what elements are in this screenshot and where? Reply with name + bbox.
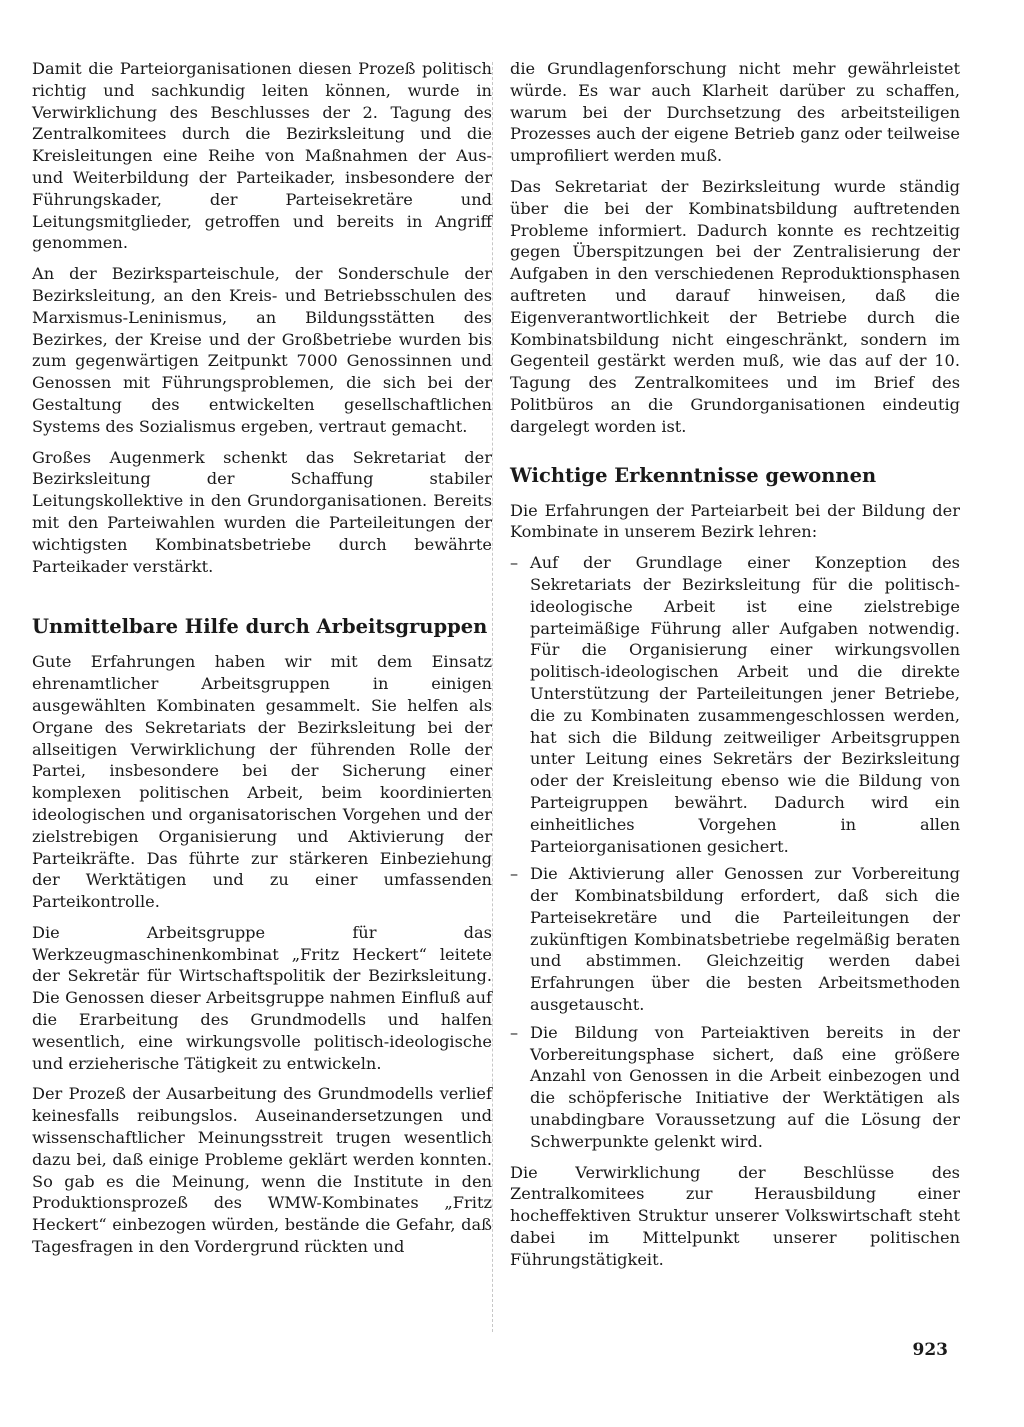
dash-marker: – [510, 864, 519, 884]
paragraph: Die Verwirklichung der Beschlüsse des Zentralkomitees zur Herausbildung einer hocheffektiven Struktur unserer Volkswirtschaft steht dabei im Mittelpunkt unserer politischen Führungstätigkeit. [510, 1162, 960, 1269]
list-item [510, 1022, 960, 1153]
column-divider [492, 62, 493, 1332]
list-item-text: Die Bildung von Parteiaktiven bereits in der Vorbereitungsphase sichert, daß eine größere Anzahl von Genossen in die Arbeit einbezogen und die schöpferische Initiative der Werktätigen als unabdingbare Voraussetzung auf die Lösung der Schwerpunkte gelenkt wird. [530, 1022, 960, 1151]
list-item [510, 552, 960, 857]
paragraph: An der Bezirksparteischule, der Sonderschule der Bezirksleitung, an den Kreis- und Betriebsschulen des Marxismus-Leninismus, an Bildungsstätten des Bezirkes, der Kreise und der Großbetriebe wurden bis zum gegenwärtigen Zeitpunkt 7000 Genossinnen und Genossen mit Führungsproblemen, die sich bei der Gestaltung des entwickelten gesellschaftlichen Systems des Sozialismus ergeben, vertraut gemacht. [32, 264, 492, 436]
dash-marker: – [510, 553, 519, 573]
paragraph: Damit die Parteiorganisationen diesen Prozeß politisch richtig und sachkundig leiten können, wurde in Verwirklichung des Beschlusses der 2. Tagung des Zentralkomitees durch die Bezirksleitung und die Kreisleitungen eine Reihe von Maßnahmen der Aus- und Weiterbildung der Parteikader, insbesondere der Führungskader, der Parteisekretäre und Leitungsmitglieder, getroffen und bereits in Angriff genommen. [32, 59, 492, 253]
section-heading: Wichtige Erkenntnisse gewonnen [510, 463, 877, 487]
section-heading: Unmittelbare Hilfe durch Arbeitsgruppen [32, 615, 488, 639]
page-number: 923 [912, 1340, 948, 1360]
list-item [510, 863, 960, 1016]
paragraph: Das Sekretariat der Bezirksleitung wurde ständig über die bei der Kombinatsbildung auftretenden Probleme informiert. Dadurch konnte es rechtzeitig gegen Überspitzungen bei der Zentralisierung der Aufgaben in den verschiedenen Reproduktionsphasen auftreten und darauf hinweisen, daß die Eigenverantwortlichkeit der Betriebe durch die Kombinatsbildung nicht eingeschränkt, sondern im Gegenteil gestärkt werden muß, wie das auf der 10. Tagung des Zentralkomitees und im Brief des Politbüros an die Grundorganisationen eindeutig dargelegt worden ist. [510, 176, 960, 436]
dash-marker: – [510, 1022, 519, 1042]
right-column [510, 58, 960, 1280]
paragraph: Die Arbeitsgruppe für das Werkzeugmaschinenkombinat „Fritz Heckert“ leitete der Sekretär für Wirtschaftspolitik der Bezirksleitung. Die Genossen dieser Arbeitsgruppe nahmen Einfluß auf die Erarbeitung des Grundmodells und halfen wesentlich, eine wirkungsvolle politisch-ideologische und erzieherische Tätigkeit zu entwickeln. [32, 922, 492, 1073]
paragraph: Großes Augenmerk schenkt das Sekretariat der Bezirksleitung der Schaffung stabiler Leitungskollektive in den Grundorganisationen. Bereits mit den Parteiwahlen wurden die Parteileitungen der wichtigsten Kombinatsbetriebe durch bewährte Parteikader verstärkt. [32, 447, 492, 576]
left-column [32, 58, 492, 1267]
list-item-text: Auf der Grundlage einer Konzeption des Sekretariats der Bezirksleitung für die politisch-ideologische Arbeit ist eine zielstrebige parteimäßige Führung aller Aufgaben notwendig. Für die Organisierung einer wirkungsvollen politisch-ideologischen Arbeit und die direkte Unterstützung der Parteileitungen jener Betriebe, die zu Kombinaten zusammengeschlossen werden, hat sich die Bildung zeitweiliger Arbeitsgruppen unter Leitung eines Sekretärs der Bezirksleitung oder der Kreisleitung ebenso wie die Bildung von Parteigruppen bewährt. Dadurch wird ein einheitliches Vorgehen in allen Parteiorganisationen gesichert. [530, 553, 960, 856]
list-item-text: Die Aktivierung aller Genossen zur Vorbereitung der Kombinatsbildung erfordert, daß sich die Parteisekretäre und die Parteileitungen der zukünftigen Kombinatsbetriebe regelmäßig beraten und abstimmen. Gleichzeitig werden dabei Erfahrungen über die besten Arbeitsmethoden ausgetauscht. [530, 864, 960, 1015]
paragraph: Die Erfahrungen der Parteiarbeit bei der Bildung der Kombinate in unserem Bezirk lehren: [510, 500, 960, 542]
paragraph: Gute Erfahrungen haben wir mit dem Einsatz ehrenamtlicher Arbeitsgruppen in einigen ausgewählten Kombinaten gesammelt. Sie helfen als Organe des Sekretariats der Bezirksleitung bei der allseitigen Verwirklichung der führenden Rolle der Partei, insbesondere bei der Sicherung einer komplexen politischen Arbeit, beim koordinierten ideologischen und organisatorischen Vorgehen und der zielstrebigen Organisierung und Aktivierung der Parteikräfte. Das führte zur stärkeren Einbeziehung der Werktätigen und zu einer umfassenden Parteikontrolle. [32, 652, 492, 912]
paragraph: die Grundlagenforschung nicht mehr gewährleistet würde. Es war auch Klarheit darüber zu schaffen, warum bei der Durchsetzung des arbeitsteiligen Prozesses auch der eigene Betrieb ganz oder teilweise umprofiliert werden muß. [510, 59, 960, 166]
paragraph: Der Prozeß der Ausarbeitung des Grundmodells verlief keinesfalls reibungslos. Auseinandersetzungen und wissenschaftlicher Meinungsstreit trugen wesentlich dazu bei, daß einige Probleme geklärt werden konnten. So gab es die Meinung, wenn die Institute in den Produktionsprozeß des WMW-Kombinates „Fritz Heckert“ einbezogen würden, bestände die Gefahr, daß Tagesfragen in den Vordergrund rückten und [32, 1084, 492, 1257]
dash-list [510, 552, 960, 1153]
